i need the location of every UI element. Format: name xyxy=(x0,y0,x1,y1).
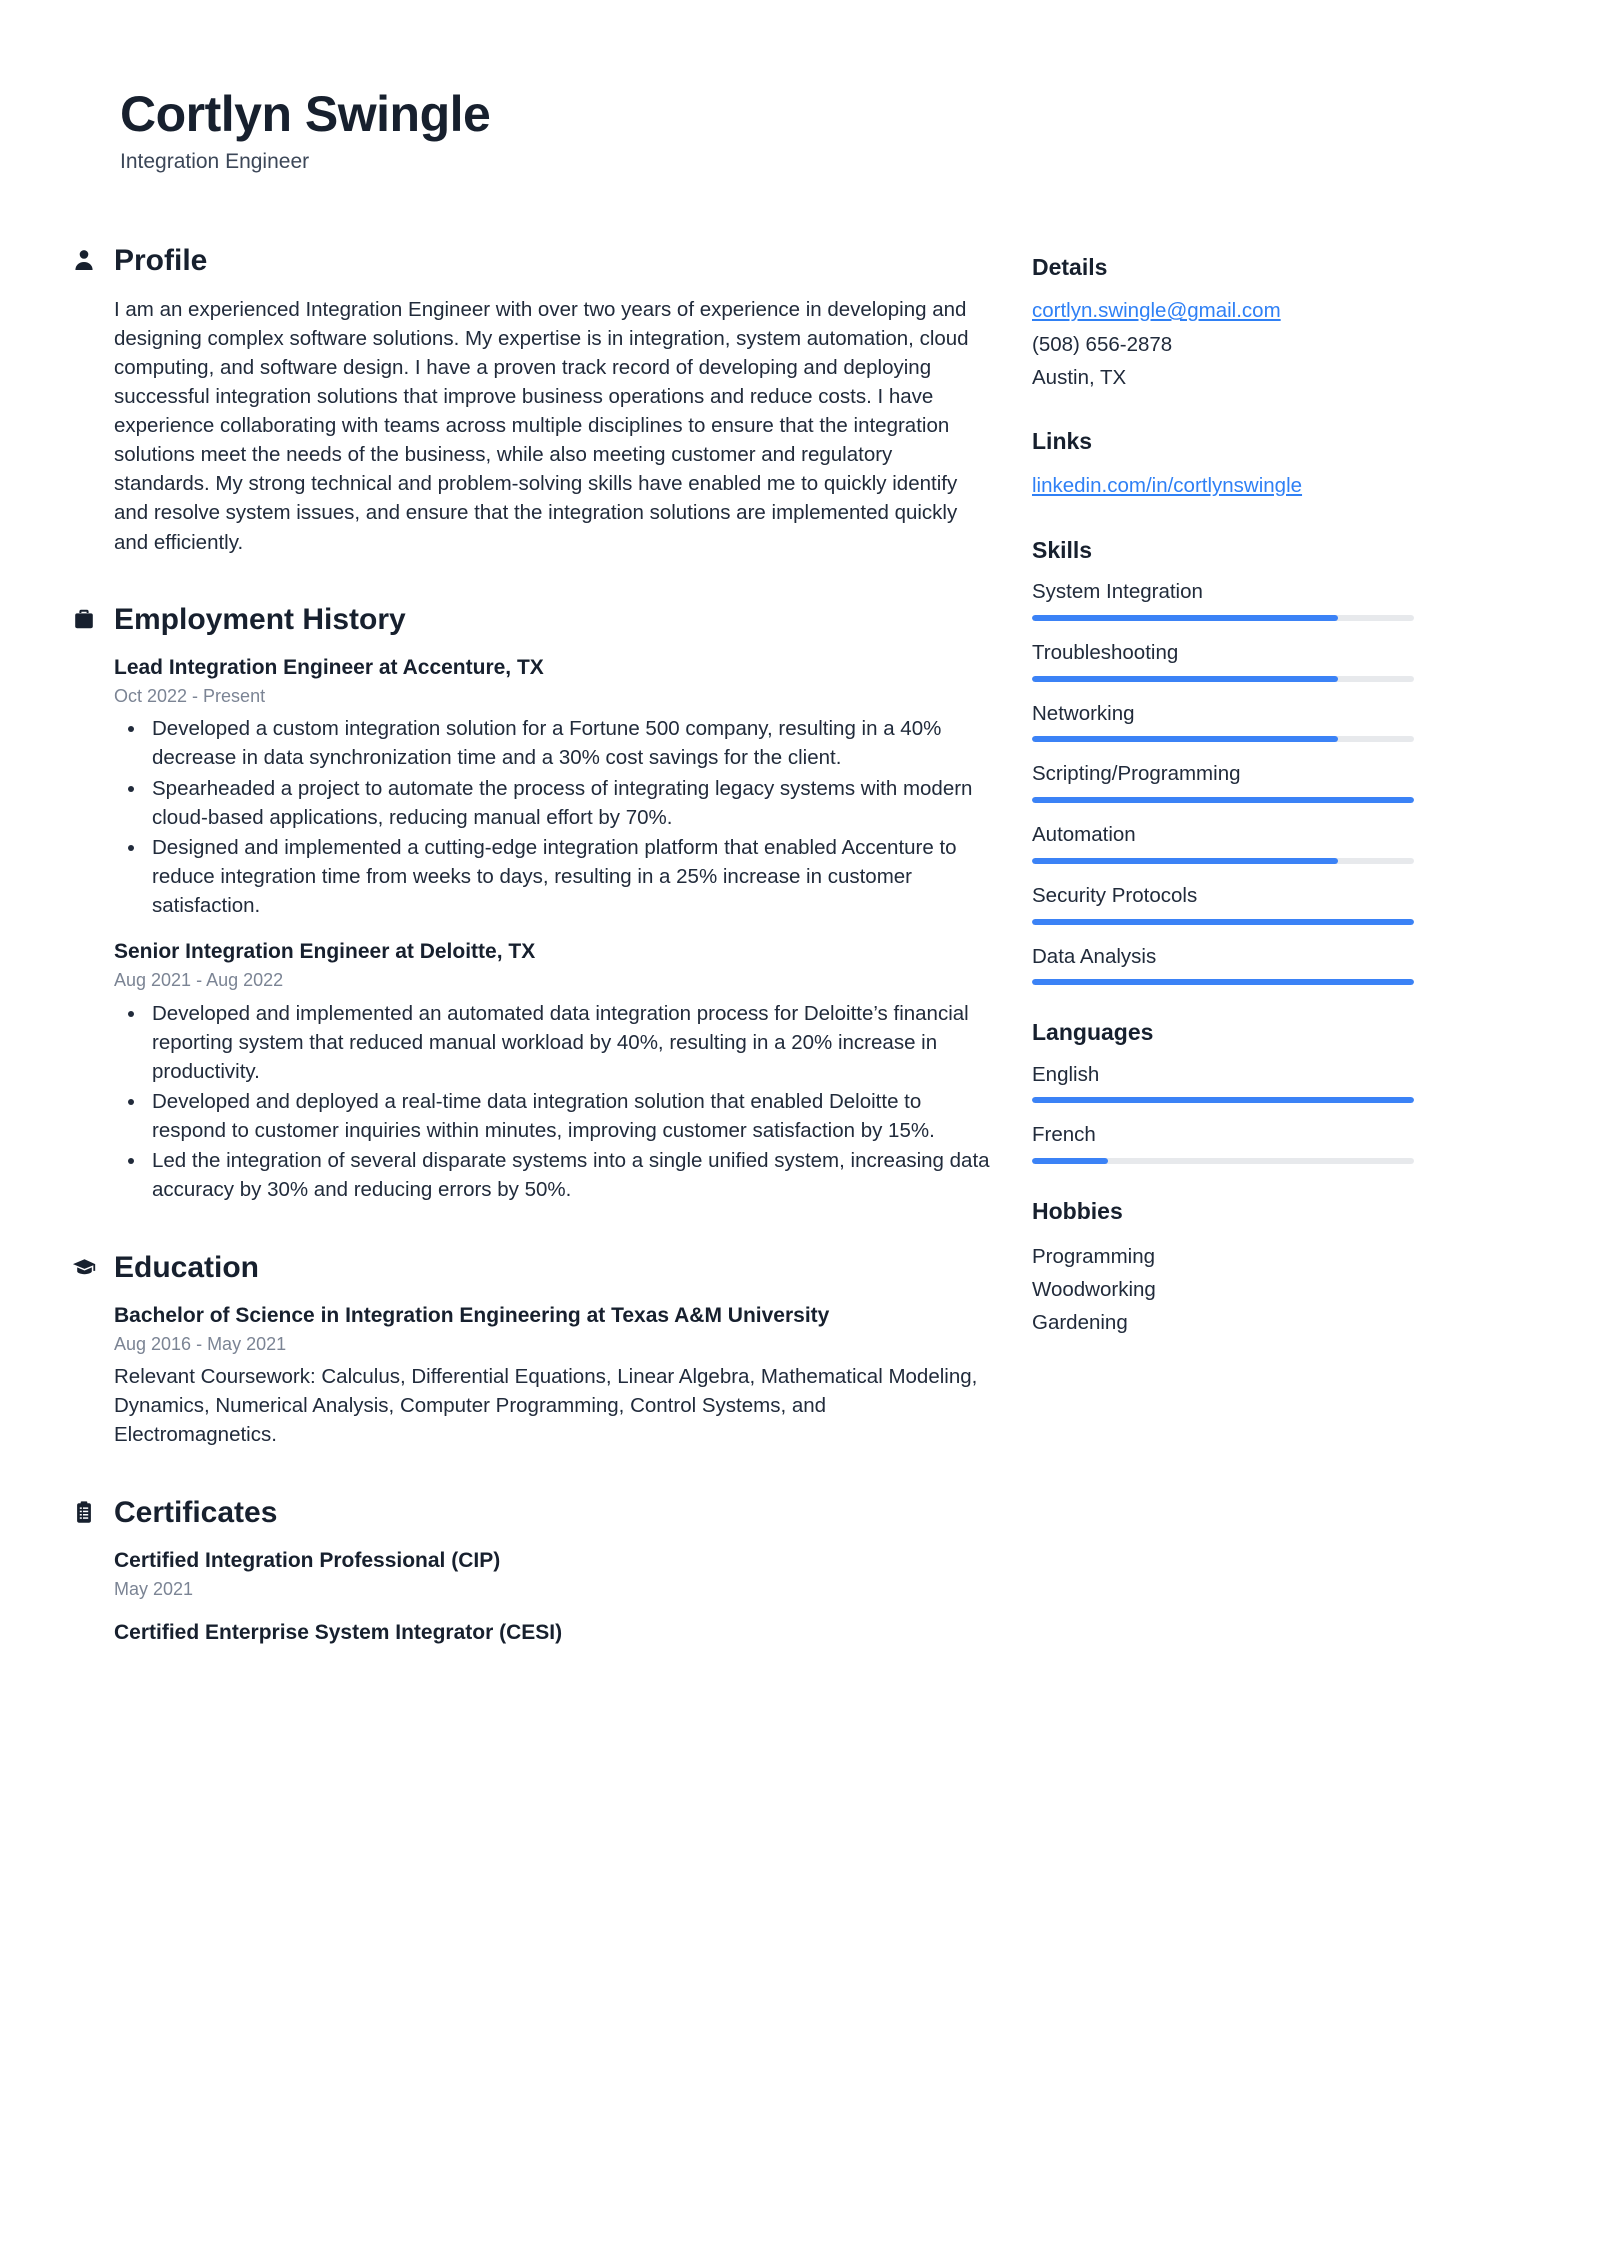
sidebar-title-hobbies: Hobbies xyxy=(1032,1198,1123,1225)
sidebar-block-skills xyxy=(1032,537,1450,985)
skill-bar-fill xyxy=(1032,676,1338,682)
section-title-profile: Profile xyxy=(114,243,208,277)
skill-item xyxy=(1032,760,1450,803)
sidebar-title-links: Links xyxy=(1032,428,1093,455)
skill-item xyxy=(1032,639,1450,682)
skill-item xyxy=(1032,821,1450,864)
skill-item xyxy=(1032,882,1450,925)
section-employment xyxy=(70,603,990,1205)
list-item: Developed and deployed a real-time data integration solution that enabled Deloitte to respond to customer inquiries within minutes, improving customer satisfaction by 15%. xyxy=(148,1087,990,1145)
page-title: Cortlyn Swingle xyxy=(120,86,491,142)
language-item xyxy=(1032,1121,1450,1164)
employment-entry-bullets xyxy=(114,999,990,1205)
resume-header xyxy=(0,0,1600,174)
employment-entry xyxy=(114,654,990,920)
section-body-education xyxy=(70,1302,990,1450)
skill-label: System Integration xyxy=(1032,580,1203,604)
sidebar-title-details: Details xyxy=(1032,253,1108,280)
skill-bar-fill xyxy=(1032,615,1338,621)
section-header-employment xyxy=(70,603,990,636)
language-bar-fill xyxy=(1032,1158,1108,1164)
section-title-employment: Employment History xyxy=(114,602,406,636)
skill-bar-fill xyxy=(1032,979,1414,985)
skill-bar-fill xyxy=(1032,919,1414,925)
section-title-certificates: Certificates xyxy=(114,1495,278,1529)
sidebar-block-links xyxy=(1032,428,1450,502)
resume-body xyxy=(0,244,1600,1693)
skill-bar-track xyxy=(1032,615,1414,621)
employment-entry xyxy=(114,938,990,1204)
skill-bar-track xyxy=(1032,676,1414,682)
main-column xyxy=(0,244,1010,1693)
section-certificates xyxy=(70,1496,990,1647)
skill-bar-fill xyxy=(1032,797,1414,803)
sidebar-column xyxy=(1010,244,1510,1374)
employment-entry-title: Senior Integration Engineer at Deloitte, TX xyxy=(114,940,536,964)
details-email-wrap xyxy=(1032,295,1450,328)
hobby-item: Gardening xyxy=(1032,1311,1128,1335)
skill-label: Data Analysis xyxy=(1032,944,1157,968)
skill-label: Networking xyxy=(1032,701,1135,725)
skill-bar-fill xyxy=(1032,736,1338,742)
education-entry-date: Aug 2016 - May 2021 xyxy=(114,1333,287,1354)
language-label: French xyxy=(1032,1123,1096,1147)
details-location: Austin, TX xyxy=(1032,366,1127,390)
list-item: Led the integration of several disparate systems into a single unified system, increasing data accuracy by 30% and reducing errors by 50%. xyxy=(148,1146,990,1204)
certificate-entry-title: Certified Integration Professional (CIP) xyxy=(114,1548,501,1572)
section-body-profile xyxy=(70,295,990,557)
certificate-entry xyxy=(114,1619,990,1646)
certificate-entry-title: Certified Enterprise System Integrator (CESI) xyxy=(114,1621,563,1645)
employment-entry-date: Aug 2021 - Aug 2022 xyxy=(114,970,284,991)
education-entry-description: Relevant Coursework: Calculus, Differential Equations, Linear Algebra, Mathematical Modeling, Dynamics, Numerical Analysis, Computer Programming, Control Systems, and Electromagnetics. xyxy=(114,1365,978,1447)
list-item: Developed a custom integration solution for a Fortune 500 company, resulting in a 40% decrease in data synchronization time and a 30% cost savings for the client. xyxy=(148,714,990,772)
person-icon xyxy=(70,245,98,275)
section-title-education: Education xyxy=(114,1250,260,1284)
language-bar-track xyxy=(1032,1158,1414,1164)
details-email-link[interactable]: cortlyn.swingle@gmail.com xyxy=(1032,299,1281,323)
link-linkedin[interactable]: linkedin.com/in/cortlynswingle xyxy=(1032,474,1303,498)
skill-item xyxy=(1032,578,1450,621)
certificate-entry xyxy=(114,1547,990,1602)
section-education xyxy=(70,1251,990,1450)
certificate-entry-date: May 2021 xyxy=(114,1578,194,1599)
job-title: Integration Engineer xyxy=(120,149,310,173)
skill-bar-fill xyxy=(1032,858,1338,864)
skill-bar-track xyxy=(1032,736,1414,742)
skill-item xyxy=(1032,700,1450,743)
sidebar-block-details xyxy=(1032,254,1450,395)
sidebar-title-skills: Skills xyxy=(1032,536,1093,563)
education-entry-title: Bachelor of Science in Integration Engineering at Texas A&M University xyxy=(114,1303,830,1327)
skill-label: Security Protocols xyxy=(1032,883,1198,907)
skill-bar-track xyxy=(1032,858,1414,864)
links-item-wrap xyxy=(1032,470,1450,503)
skill-label: Automation xyxy=(1032,823,1136,847)
list-item: Developed and implemented an automated data integration process for Deloitte’s financial reporting system that reduced manual workload by 40%, resulting in a 20% increase in productivity. xyxy=(148,999,990,1086)
education-entry xyxy=(114,1302,990,1450)
hobby-item: Programming xyxy=(1032,1244,1156,1268)
section-body-certificates xyxy=(70,1547,990,1647)
profile-text: I am an experienced Integration Engineer with over two years of experience in developing and designing complex software solutions. My expertise is in integration, system automation, cloud computing, and software design. I have a proven track record of developing and deploying successful integration solutions that improve business operations and reduce costs. I have experience collaborating with teams across multiple disciplines to ensure that the integration solutions meet the needs of the business, while also meeting customer and regulatory standards. My strong technical and problem-solving skills have enabled me to quickly identify and resolve system issues, and ensure that the integration solutions are implemented quickly and efficiently. xyxy=(114,297,969,554)
skills-list xyxy=(1032,578,1450,985)
employment-entry-date: Oct 2022 - Present xyxy=(114,685,266,706)
skill-label: Troubleshooting xyxy=(1032,641,1179,665)
section-header-certificates xyxy=(70,1496,990,1529)
clipboard-icon xyxy=(70,1497,98,1527)
skill-bar-track xyxy=(1032,797,1414,803)
sidebar-title-languages: Languages xyxy=(1032,1019,1154,1046)
employment-entry-bullets xyxy=(114,714,990,920)
language-label: English xyxy=(1032,1062,1100,1086)
section-header-education xyxy=(70,1251,990,1284)
sidebar-block-hobbies xyxy=(1032,1198,1450,1339)
language-item xyxy=(1032,1061,1450,1104)
section-profile xyxy=(70,244,990,557)
list-item: Spearheaded a project to automate the process of integrating legacy systems with modern cloud-based applications, reducing manual effort by 70%. xyxy=(148,774,990,832)
briefcase-icon xyxy=(70,604,98,634)
hobby-item: Woodworking xyxy=(1032,1277,1156,1301)
details-phone: (508) 656-2878 xyxy=(1032,333,1173,357)
language-bar-fill xyxy=(1032,1097,1414,1103)
employment-entry-title: Lead Integration Engineer at Accenture, TX xyxy=(114,655,544,679)
graduation-cap-icon xyxy=(70,1252,98,1282)
skill-bar-track xyxy=(1032,919,1414,925)
sidebar-block-languages xyxy=(1032,1019,1450,1164)
skill-bar-track xyxy=(1032,979,1414,985)
section-header-profile xyxy=(70,244,990,277)
list-item: Designed and implemented a cutting-edge integration platform that enabled Accenture to reduce integration time from weeks to days, resulting in a 25% increase in customer satisfaction. xyxy=(148,833,990,920)
section-body-employment xyxy=(70,654,990,1205)
skill-item xyxy=(1032,943,1450,986)
language-bar-track xyxy=(1032,1097,1414,1103)
skill-label: Scripting/Programming xyxy=(1032,762,1241,786)
